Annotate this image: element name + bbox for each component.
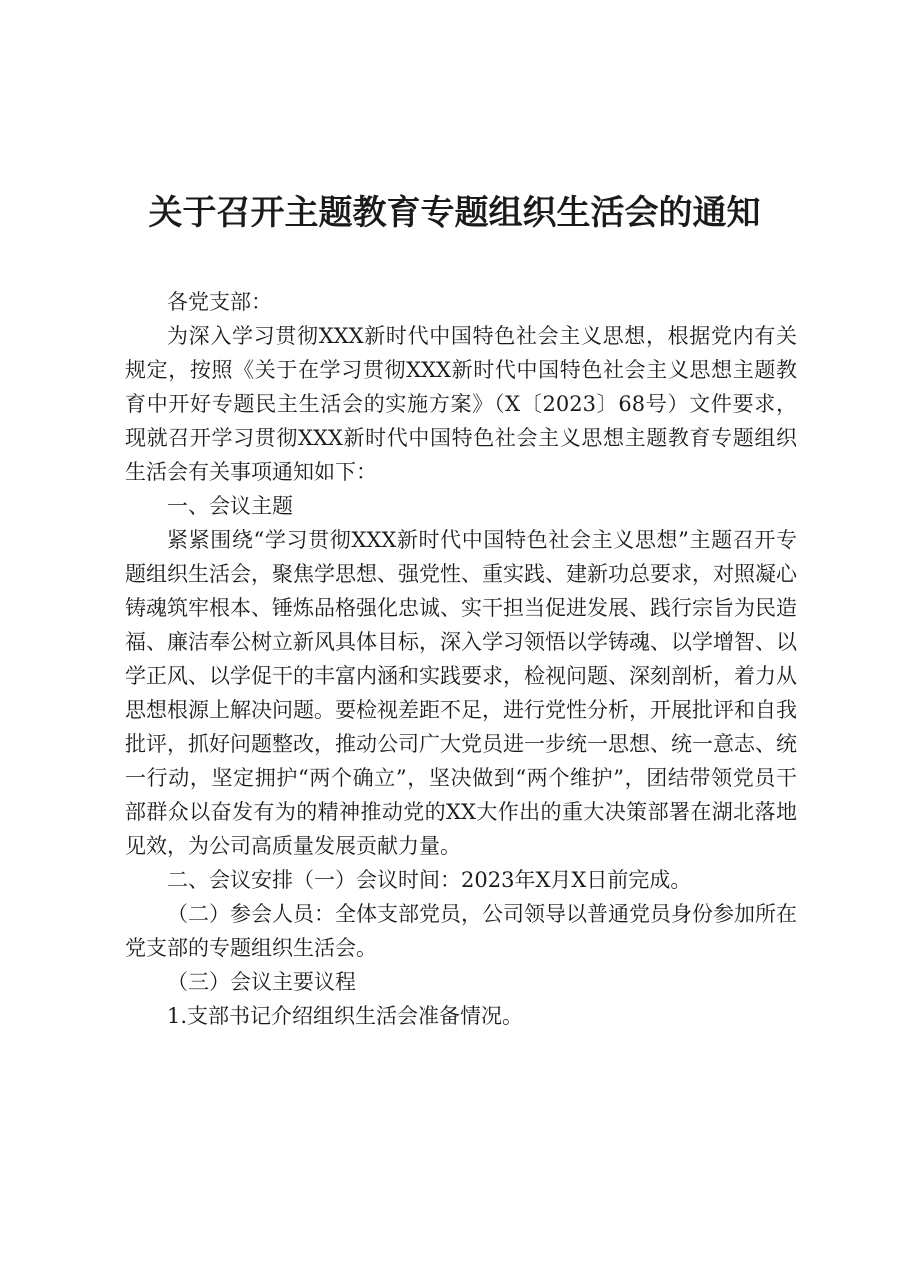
intro-paragraph: 为深入学习贯彻XXX新时代中国特色社会主义思想，根据党内有关规定，按照《关于在学习贯彻XXX新时代中国特色社会主义思想主题教育中开好专题民主生活会的实施方案》（X〔2023〕68号）文件要求，现就召开学习贯彻XXX新时代中国特色社会主义思想主题教育专题组织生活会有关事项通知如下：	[125, 324, 797, 484]
agenda-heading: （三）会议主要议程	[167, 970, 356, 994]
document-body	[125, 285, 797, 1033]
salutation: 各党支部：	[167, 290, 272, 314]
document-title: 关于召开主题教育专题组织生活会的通知	[148, 193, 761, 233]
section-heading-theme: 一、会议主题	[167, 494, 293, 518]
section-heading-arrangement: 二、会议安排（一）会议时间：2023年X月X日前完成。	[167, 868, 692, 892]
attendees-paragraph: （二）参会人员：全体支部党员，公司领导以普通党员身份参加所在党支部的专题组织生活会。	[125, 902, 797, 960]
agenda-item-1: 1.支部书记介绍组织生活会准备情况。	[167, 1004, 524, 1028]
theme-paragraph: 紧紧围绕“学习贯彻XXX新时代中国特色社会主义思想”主题召开专题组织生活会，聚焦学思想、强党性、重实践、建新功总要求，对照凝心铸魂筑牢根本、锤炼品格强化忠诚、实干担当促进发展、践行宗旨为民造福、廉洁奉公树立新风具体目标，深入学习领悟以学铸魂、以学增智、以学正风、以学促干的丰富内涵和实践要求，检视问题、深刻剖析，着力从思想根源上解决问题。要检视差距不足，进行党性分析，开展批评和自我批评，抓好问题整改，推动公司广大党员进一步统一思想、统一意志、统一行动，坚定拥护“两个确立”，坚决做到“两个维护”，团结带领党员干部群众以奋发有为的精神推动党的XX大作出的重大决策部署在湖北落地见效，为公司高质量发展贡献力量。	[125, 528, 797, 858]
